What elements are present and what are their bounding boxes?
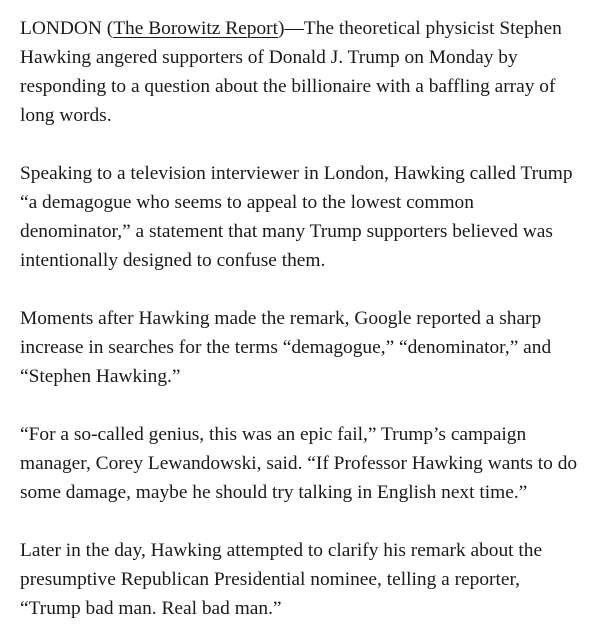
paragraph-1 — [20, 14, 584, 130]
source-open-paren: ( — [106, 18, 114, 39]
source-close-paren: ) — [278, 18, 285, 39]
paragraph-2: Speaking to a television interviewer in London, Hawking called Trump “a demagogue who seems to appeal to the lowest common denominator,” a statement that many Trump supporters believed was intentionally designed to confuse them. — [20, 163, 573, 271]
dateline: LONDON — [20, 18, 102, 39]
source-link[interactable]: The Borowitz Report — [113, 18, 278, 39]
paragraph-4: “For a so-called genius, this was an epic fail,” Trump’s campaign manager, Corey Lewandowski, said. “If Professor Hawking wants to do some damage, maybe he should try talking in English next time.” — [20, 424, 578, 503]
paragraph-3: Moments after Hawking made the remark, Google reported a sharp increase in searches for the terms “demagogue,” “denominator,” and “Stephen Hawking.” — [20, 308, 552, 387]
paragraph-1-text: —The theoretical physicist Stephen Hawking angered supporters of Donald J. Trump on Monday by responding to a question about the billionaire with a baffling array of long words. — [20, 18, 562, 126]
paragraph-5: Later in the day, Hawking attempted to clarify his remark about the presumptive Republican Presidential nominee, telling a reporter, “Trump bad man. Real bad man.” — [20, 540, 543, 619]
